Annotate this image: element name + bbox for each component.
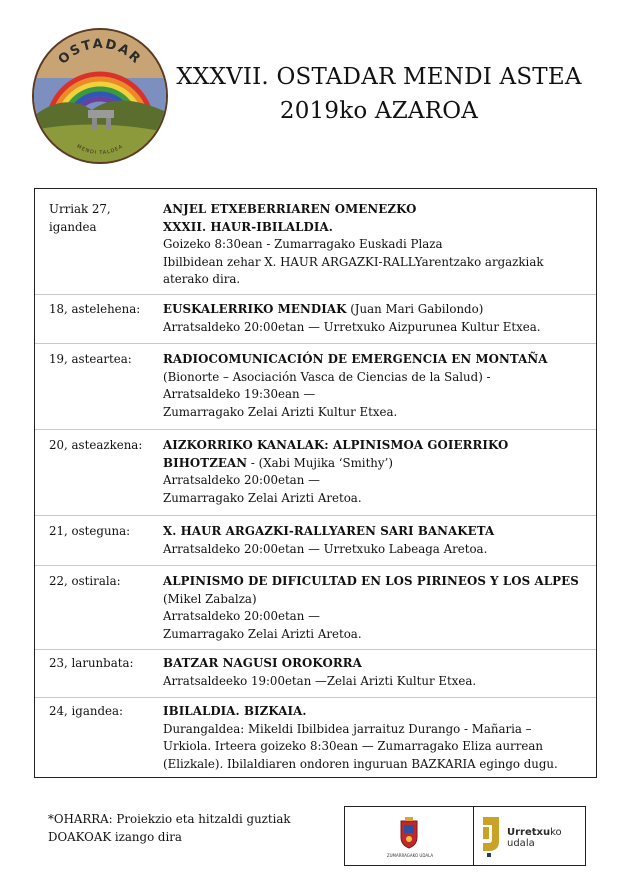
event-content [163,437,587,507]
event-detail: Goizeko 8:30ean - Zumarragako Euskadi Plaza [163,237,443,251]
zumarraga-caption: ZUMARRAGAKO UDALA [386,853,434,858]
event-row [35,201,596,295]
shield-icon [399,817,419,849]
event-content [163,573,587,643]
event-title-bold: BIHOTZEAN [163,455,248,470]
event-title: BATZAR NAGUSI OROKORRA [163,656,362,670]
event-detail: Arratsaldeko 19:30ean — [163,387,316,401]
event-date: 18, astelehena: [49,302,141,316]
event-date: 19, asteartea: [49,352,132,366]
event-detail: Zumarragako Zelai Arizti Kultur Etxea. [163,404,398,419]
event-row [35,351,596,430]
ostadar-logo-art [34,30,166,162]
event-detail: Arratsaldeeko 19:00etan —Zelai Arizti Kultur Etxea. [163,673,477,688]
sponsor-logos [344,806,586,866]
event-detail: Arratsaldeko 20:00etan — Urretxuko Aizpurunea Kultur Etxea. [163,319,541,334]
event-content [163,655,587,690]
event-date: 23, larunbata: [49,656,134,670]
event-title-speaker: - (Xabi Mujika ‘Smithy’) [247,455,393,470]
ostadar-logo [32,28,168,164]
event-title: ALPINISMO DE DIFICULTAD EN LOS PIRINEOS Y LOS ALPES [163,574,579,588]
event-detail: Ibilbidean zehar X. HAUR ARGAZKI-RALLYarentzako argazkiak [163,254,544,269]
event-detail: Arratsaldeko 20:00etan — Urretxuko Labeaga Aretoa. [163,541,488,556]
event-content [163,301,587,336]
title-line-1: XXXVII. OSTADAR MENDI ASTEA [176,64,582,90]
logo-text-bottom: MENDI TALDEA [75,143,125,157]
title-line-2: 2019ko AZAROA [279,98,479,124]
note-line: DOAKOAK izango dira [48,830,182,844]
event-date: 20, asteazkena: [49,438,143,452]
footer-note [48,810,318,846]
event-detail: aterako dira. [163,272,241,286]
note-line: *OHARRA: Proiekzio eta hitzaldi guztiak [48,812,291,826]
event-detail: Arratsaldeko 20:00etan — [163,473,320,487]
event-detail: (Bionorte – Asociación Vasca de Ciencias de la Salud) - [163,369,491,384]
event-detail: Zumarragako Zelai Arizti Aretoa. [163,626,362,641]
event-title: XXXII. HAUR-IBILALDIA. [163,219,333,234]
page-title [172,60,586,128]
urretxu-label-bold: Urretxu [507,827,551,838]
event-detail: (Elizkale). Ibilaldiaren ondoren inguruan BAZKARIA egingo dugu. [163,756,558,771]
logo-text-top: OSTADAR [55,36,145,68]
event-row [35,523,596,566]
zumarraga-logo [345,807,474,865]
event-date: 21, osteguna: [49,524,131,538]
program-table [34,188,597,778]
event-title: ANJEL ETXEBERRIAREN OMENEZKO [163,202,417,216]
event-content [163,703,587,773]
event-detail: Durangaldea: Mikeldi Ibilbidea jarraituz Durango - Mañaria – [163,721,532,736]
event-content [163,201,587,289]
event-row [35,437,596,516]
event-title: AIZKORRIKO KANALAK: ALPINISMOA GOIERRIKO [163,438,509,452]
event-row [35,573,596,650]
event-title: X. HAUR ARGAZKI-RALLYAREN SARI BANAKETA [163,524,495,538]
event-title [163,455,587,473]
event-title: IBILALDIA. BIZKAIA. [163,704,307,718]
event-title-bold: EUSKALERRIKO MENDIAK [163,302,347,316]
event-title-speaker: (Juan Mari Gabilondo) [346,302,484,316]
event-row [35,655,596,698]
event-date-line: igandea [49,219,97,234]
event-content [163,523,587,558]
event-detail: Arratsaldeko 20:00etan — [163,609,320,623]
urretxu-label [507,827,585,849]
event-date-line: Urriak 27, [49,202,111,216]
event-detail: Zumarragako Zelai Arizti Aretoa. [163,490,362,505]
urretxu-label-rest: ko udala [507,827,562,849]
event-content [163,351,587,421]
urretxu-mark-icon [479,815,505,857]
event-detail: Urkiola. Irteera goizeko 8:30ean — Zumarragako Eliza aurrean [163,739,543,753]
event-date: 22, ostirala: [49,574,121,588]
event-title [163,301,587,319]
event-title: RADIOCOMUNICACIÓN DE EMERGENCIA EN MONTAÑA [163,352,548,366]
event-date: 24, igandea: [49,704,124,718]
urretxu-logo [473,807,585,865]
event-date [49,201,167,236]
event-detail: (Mikel Zabalza) [163,591,257,606]
event-row [35,703,596,777]
event-row [35,301,596,344]
